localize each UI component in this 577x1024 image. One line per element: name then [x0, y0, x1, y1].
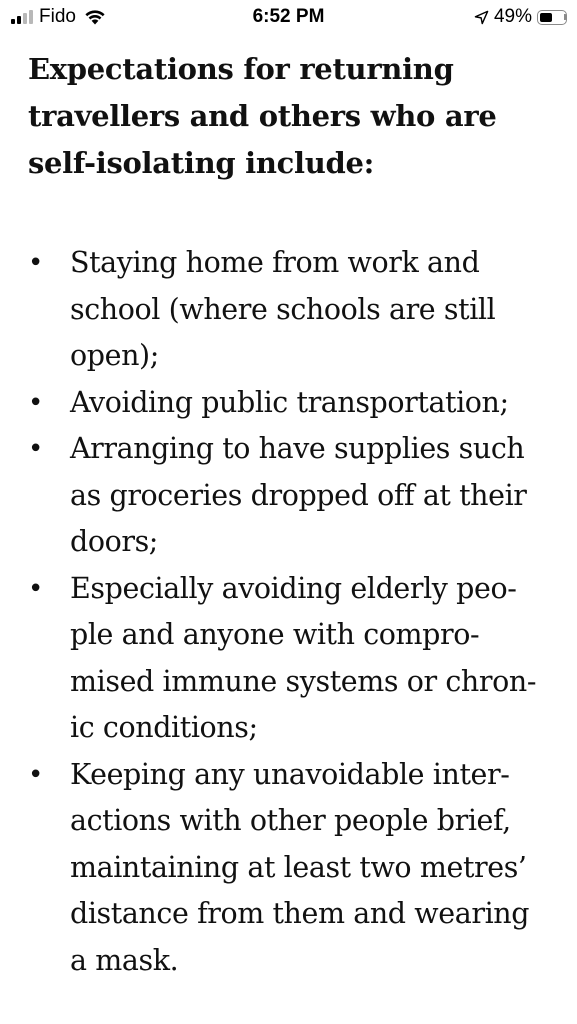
- battery-icon: [537, 10, 567, 25]
- bullet-point: •: [28, 434, 43, 464]
- status-bar: [0, 0, 577, 38]
- bullet-list: [28, 240, 553, 984]
- battery-fill: [540, 13, 552, 22]
- battery-percent: 49%: [493, 6, 532, 27]
- list-item-text: Arranging to have supplies such as groceries dropped off at their doors;: [70, 432, 527, 558]
- list-item: [28, 752, 553, 985]
- list-item-text: Keeping any unavoidable inter-actions with other people brief, maintaining at least two metres’ distance from them and wearing a mask.: [70, 757, 530, 977]
- article: [28, 46, 553, 977]
- bullet-point: •: [28, 573, 43, 604]
- location-arrow-icon: [474, 10, 489, 25]
- clock: 6:52 PM: [252, 6, 325, 27]
- list-item: [28, 380, 553, 427]
- battery-wrapper: [537, 10, 567, 25]
- bullet-point: •: [28, 248, 43, 278]
- list-item-text: Especially avoiding elderly peo-ple and anyone with compro-mised immune systems or chron-ic conditions;: [70, 571, 537, 744]
- list-item: [28, 240, 553, 380]
- carrier-name: Fido: [39, 6, 76, 27]
- status-right: [474, 7, 567, 27]
- list-item-text: Avoiding public transportation;: [70, 385, 509, 419]
- list-item-text: Staying home from work and school (where schools are still open);: [70, 246, 496, 372]
- bullet-point: •: [28, 759, 43, 790]
- article-heading: Expectations for returning travellers and others who are self-isolating include:: [28, 52, 497, 180]
- list-item: [28, 566, 553, 752]
- bullet-point: •: [28, 387, 43, 418]
- list-item: [28, 426, 553, 566]
